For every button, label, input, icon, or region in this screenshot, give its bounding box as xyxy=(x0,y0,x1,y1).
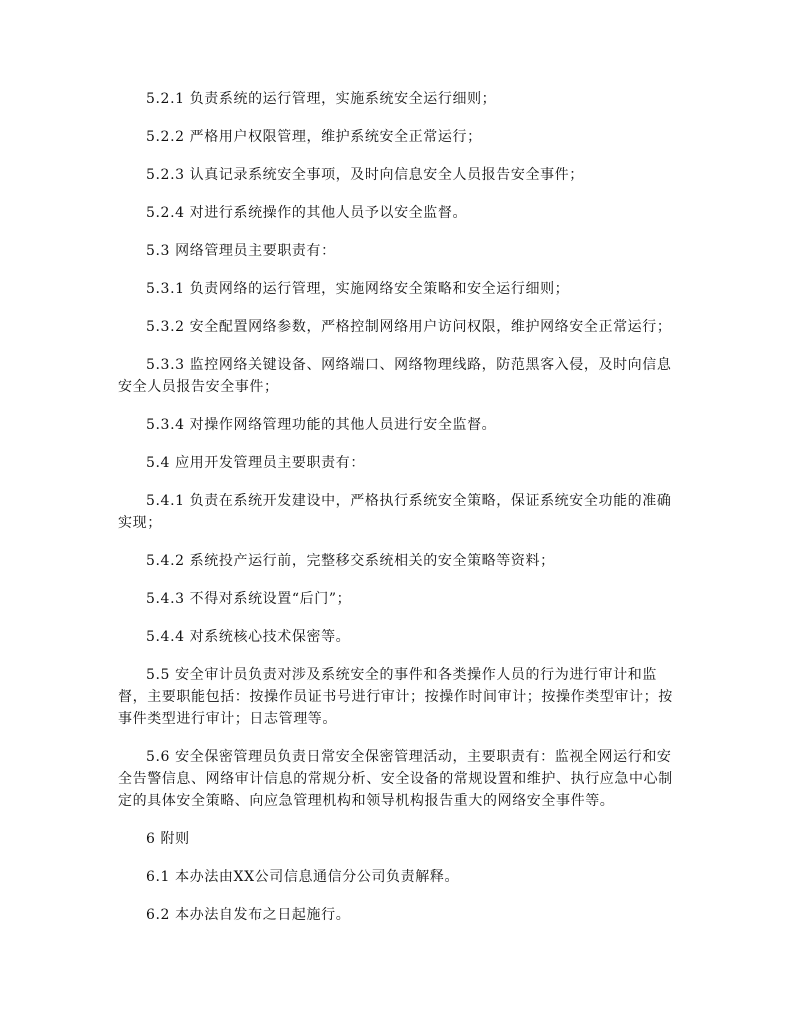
paragraph-5-2-4: 5.2.4 对进行系统操作的其他人员予以安全监督。 xyxy=(146,205,468,221)
paragraph-5-3-4: 5.3.4 对操作网络管理功能的其他人员进行安全监督。 xyxy=(146,417,497,433)
paragraph-5-2-3: 5.2.3 认真记录系统安全事项，及时向信息安全人员报告安全事件； xyxy=(146,167,584,183)
paragraph-5-4-3: 5.4.3 不得对系统设置“后门”； xyxy=(146,591,352,607)
paragraph-6-2: 6.2 本办法自发布之日起施行。 xyxy=(146,907,351,923)
document-body xyxy=(118,88,678,926)
heading-5-3: 5.3 网络管理员主要职责有： xyxy=(146,243,336,259)
paragraph-5-3-3: 5.3.3 监控网络关键设备、网络端口、网络物理线路，防范黑客入侵，及时向信息安全人员报告安全事件； xyxy=(118,357,672,395)
paragraph-5-3-1: 5.3.1 负责网络的运行管理，实施网络安全策略和安全运行细则； xyxy=(146,281,570,297)
paragraph-5-3-2: 5.3.2 安全配置网络参数，严格控制网络用户访问权限，维护网络安全正常运行； xyxy=(146,319,672,335)
paragraph-5-4-2: 5.4.2 系统投产运行前，完整移交系统相关的安全策略等资料； xyxy=(146,553,555,569)
paragraph-5-4-1: 5.4.1 负责在系统开发建设中，严格执行系统安全策略，保证系统安全功能的准确实现； xyxy=(118,493,672,531)
paragraph-5-4-4: 5.4.4 对系统核心技术保密等。 xyxy=(146,629,351,645)
heading-5-4: 5.4 应用开发管理员主要职责有： xyxy=(146,455,365,471)
heading-6: 6 附则 xyxy=(146,831,190,847)
paragraph-6-1: 6.1 本办法由XX公司信息通信分公司负责解释。 xyxy=(146,869,460,885)
paragraph-5-6: 5.6 安全保密管理员负责日常安全保密管理活动，主要职责有：监视全网运行和安全告警信息、网络审计信息的常规分析、安全设备的常规设置和维护、执行应急中心制定的具体安全策略、向应急管理机构和领导机构报告重大的网络安全事件等。 xyxy=(118,749,673,809)
paragraph-5-2-2: 5.2.2 严格用户权限管理，维护系统安全正常运行； xyxy=(146,129,482,145)
paragraph-5-2-1: 5.2.1 负责系统的运行管理，实施系统安全运行细则； xyxy=(146,91,497,107)
paragraph-5-5: 5.5 安全审计员负责对涉及系统安全的事件和各类操作人员的行为进行审计和监督，主要职能包括：按操作员证书号进行审计；按操作时间审计；按操作类型审计；按事件类型进行审计；日志管理等。 xyxy=(118,667,673,727)
